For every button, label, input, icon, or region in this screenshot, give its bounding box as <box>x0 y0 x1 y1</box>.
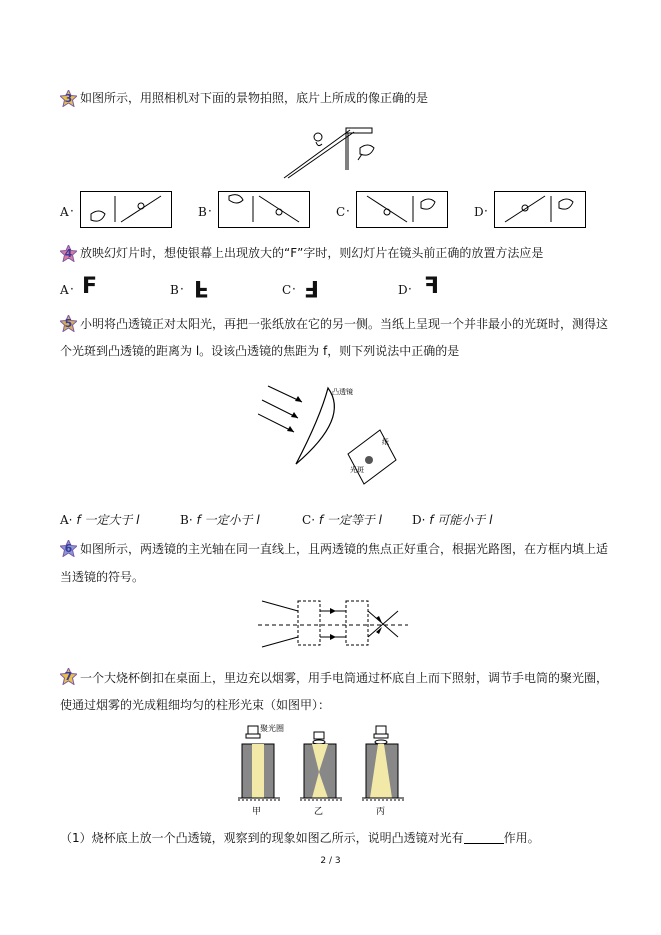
question-badge <box>60 668 77 685</box>
question-text-line2: 使通过烟雾的光成粗细均匀的柱形光束（如图甲）： <box>60 698 331 712</box>
question-number: 6 <box>64 542 73 555</box>
f-rotated-glyph[interactable]: F <box>304 275 320 300</box>
option-a-figure[interactable] <box>80 191 172 228</box>
question-text-line1: 小明将凸透镜正对太阳光，再把一张纸放在它的另一侧。当纸上呈现一个并非最小的光斑时，测得这 <box>80 317 609 331</box>
answer-blank[interactable] <box>464 831 504 844</box>
question-text: 放映幻灯片时，想使银幕上出现放大的“F”字时，则幻灯片在镜头前正确的放置方法应是 <box>80 246 544 260</box>
option-a[interactable]: A· f 一定大于 l <box>60 513 140 527</box>
question-text-line1: 一个大烧杯倒扣在桌面上，里边充以烟雾，用手电筒通过杯底自上而下照射，调节手电筒的聚光圈， <box>80 671 609 685</box>
option-b[interactable]: B· f 一定小于 l <box>180 513 260 527</box>
question-number: 5 <box>64 317 73 330</box>
aperture-label: 聚光圈 <box>260 724 284 733</box>
option-d-figure[interactable] <box>494 191 586 228</box>
option-d[interactable]: D· f 可能小于 l <box>412 513 493 527</box>
f-flipped-vertical-glyph[interactable]: F <box>194 275 210 300</box>
figure-yi: 乙 <box>314 807 324 817</box>
lens-label: 凸透镜 <box>332 388 353 396</box>
figure-bing: 丙 <box>376 807 386 817</box>
question-badge <box>60 245 77 262</box>
f-upright-glyph[interactable]: F <box>82 274 98 299</box>
option-b-figure[interactable] <box>218 191 310 228</box>
question-text-line2: 当透镜的符号。 <box>60 570 145 584</box>
subquestion-1: （1）烧杯底上放一个凸透镜，观察到的现象如图乙所示，说明凸透镜对光有 作用。 <box>60 831 540 845</box>
option-b-letter: B <box>170 283 179 297</box>
question-number: 7 <box>64 670 73 683</box>
page-number: 2 / 3 <box>320 856 341 866</box>
spot-label: 光斑 <box>350 466 364 474</box>
convex-lens-figure <box>258 378 398 488</box>
question-text: 如图所示，用照相机对下面的景物拍照，底片上所成的像正确的是 <box>80 91 429 105</box>
question-text-line2: 个光斑到凸透镜的距离为 l。设该凸透镜的焦距为 f，则下列说法中正确的是 <box>60 344 460 358</box>
question-number: 3 <box>64 92 73 105</box>
option-a-letter: A <box>60 283 69 297</box>
question-number: 4 <box>64 247 73 260</box>
lens-light-path-figure <box>258 597 408 649</box>
option-d-letter: D <box>474 205 484 219</box>
option-b-letter: B <box>198 205 207 219</box>
camera-scene-figure <box>280 122 390 180</box>
figure-jia: 甲 <box>252 807 262 817</box>
option-c-letter: C <box>336 205 346 219</box>
lens-box-left <box>298 601 320 645</box>
option-c[interactable]: C· f 一定等于 l <box>302 513 383 527</box>
question-badge <box>60 315 77 332</box>
question-badge <box>60 540 77 557</box>
f-mirrored-glyph[interactable]: F <box>424 274 440 299</box>
option-a-letter: A <box>60 205 69 219</box>
beaker-smoke-figure <box>238 720 418 820</box>
question-badge <box>60 90 77 107</box>
option-c-figure[interactable] <box>356 191 448 228</box>
option-c-letter: C <box>282 283 292 297</box>
lens-box-right <box>346 601 368 645</box>
question-text-line1: 如图所示，两透镜的主光轴在同一直线上，且两透镜的焦点正好重合，根据光路图，在方框内填上适 <box>80 542 609 556</box>
option-d-letter: D <box>398 283 408 297</box>
paper-label: 纸 <box>382 438 389 446</box>
